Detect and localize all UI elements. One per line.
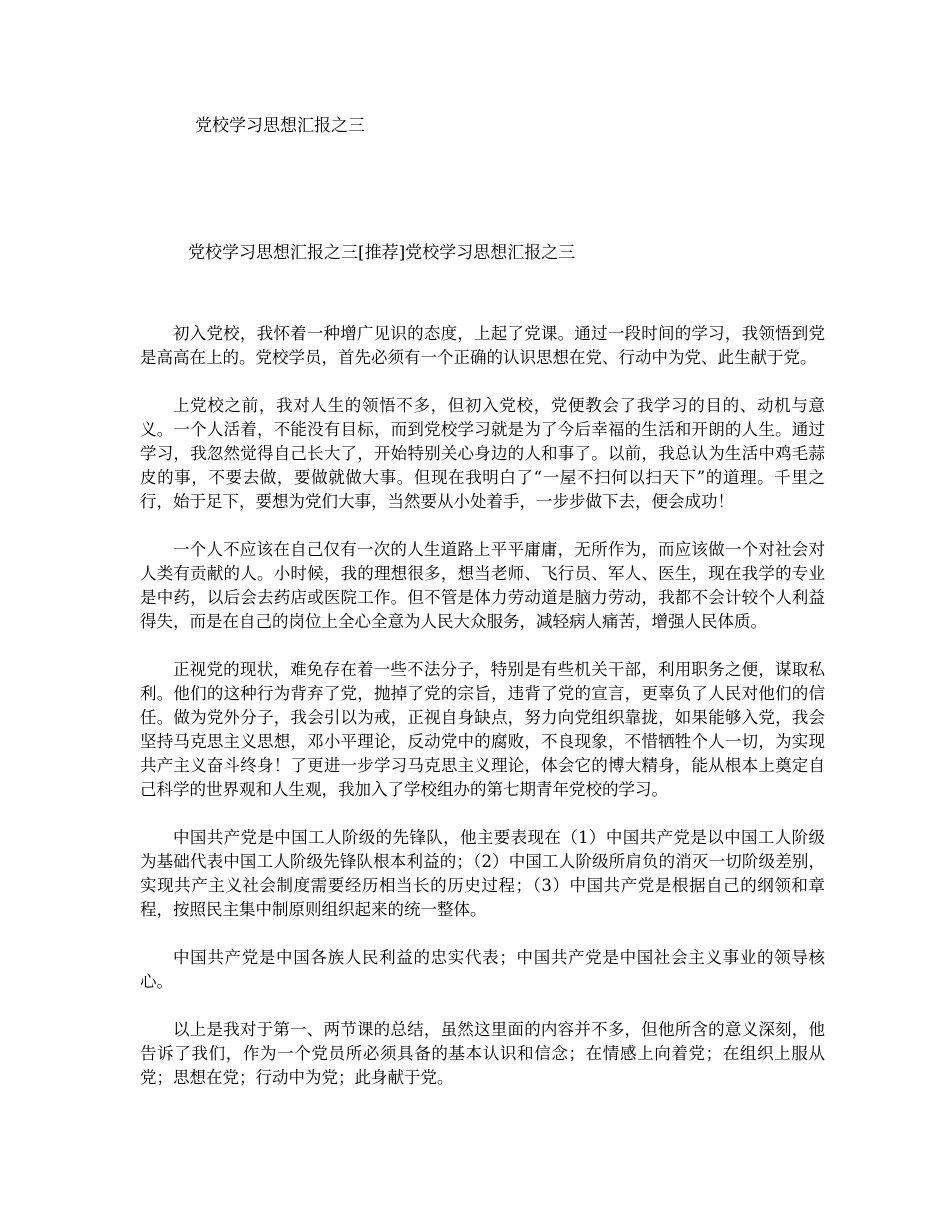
document-subtitle: 党校学习思想汇报之三[推荐]党校学习思想汇报之三 <box>188 243 576 263</box>
paragraph-4: 正视党的现状，难免存在着一些不法分子，特别是有些机关干部，利用职务之便，谋取私利。他们的这种行为背弃了党，抛掉了党的宗旨，违背了党的宣言，更辜负了人民对他们的信任。做为党外分子，我会引以为戒，正视自身缺点，努力向党组织靠拢，如果能够入党，我会坚持马克思主义思想，邓小平理论，反动党中的腐败，不良现象，不惜牺牲个人一切，为实现共产主义奋斗终身！了更进一步学习马克思主义理论，体会它的博大精身，能从根本上奠定自己科学的世界观和人生观，我加入了学校组办的第七期青年党校的学习。 <box>140 660 825 799</box>
paragraph-6: 中国共产党是中国各族人民利益的忠实代表；中国共产党是中国社会主义事业的领导核心。 <box>140 948 825 991</box>
paragraph-1: 初入党校，我怀着一种增广见识的态度，上起了党课。通过一段时间的学习，我领悟到党是高高在上的。党校学员，首先必须有一个正确的认识思想在党、行动中为党、此生献于党。 <box>140 324 825 367</box>
paragraph-2: 上党校之前，我对人生的领悟不多，但初入党校，党便教会了我学习的目的、动机与意义。一个人活着，不能没有目标，而到党校学习就是为了今后幸福的生活和开朗的人生。通过学习，我忽然觉得自己长大了，开始特别关心身边的人和事了。以前，我总认为生活中鸡毛蒜皮的事，不要去做，要做就做大事。但现在我明白了“一屋不扫何以扫天下”的道理。千里之行，始于足下，要想为党们大事，当然要从小处着手，一步步做下去，便会成功！ <box>140 396 825 511</box>
document-title: 党校学习思想汇报之三 <box>195 116 365 136</box>
document-body <box>140 322 825 1114</box>
paragraph-7: 以上是我对于第一、两节课的总结，虽然这里面的内容并不多，但他所含的意义深刻，他告诉了我们，作为一个党员所必须具备的基本认识和信念；在情感上向着党；在组织上服从党；思想在党；行动中为党；此身献于党。 <box>140 1020 825 1087</box>
paragraph-3: 一个人不应该在自己仅有一次的人生道路上平平庸庸，无所作为，而应该做一个对社会对人类有贡献的人。小时候，我的理想很多，想当老师、飞行员、军人、医生，现在我学的专业是中药，以后会去药店或医院工作。但不管是体力劳动道是脑力劳动，我都不会计较个人利益得失，而是在自己的岗位上全心全意为人民大众服务，减轻病人痛苦，增强人民体质。 <box>140 540 825 631</box>
paragraph-5: 中国共产党是中国工人阶级的先锋队，他主要表现在（1）中国共产党是以中国工人阶级为基础代表中国工人阶级先锋队根本利益的；（2）中国工人阶级所肩负的消灭一切阶级差别，实现共产主义社会制度需要经历相当长的历史过程；（3）中国共产党是根据自己的纲领和章程，按照民主集中制原则组织起来的统一整体。 <box>140 828 825 919</box>
